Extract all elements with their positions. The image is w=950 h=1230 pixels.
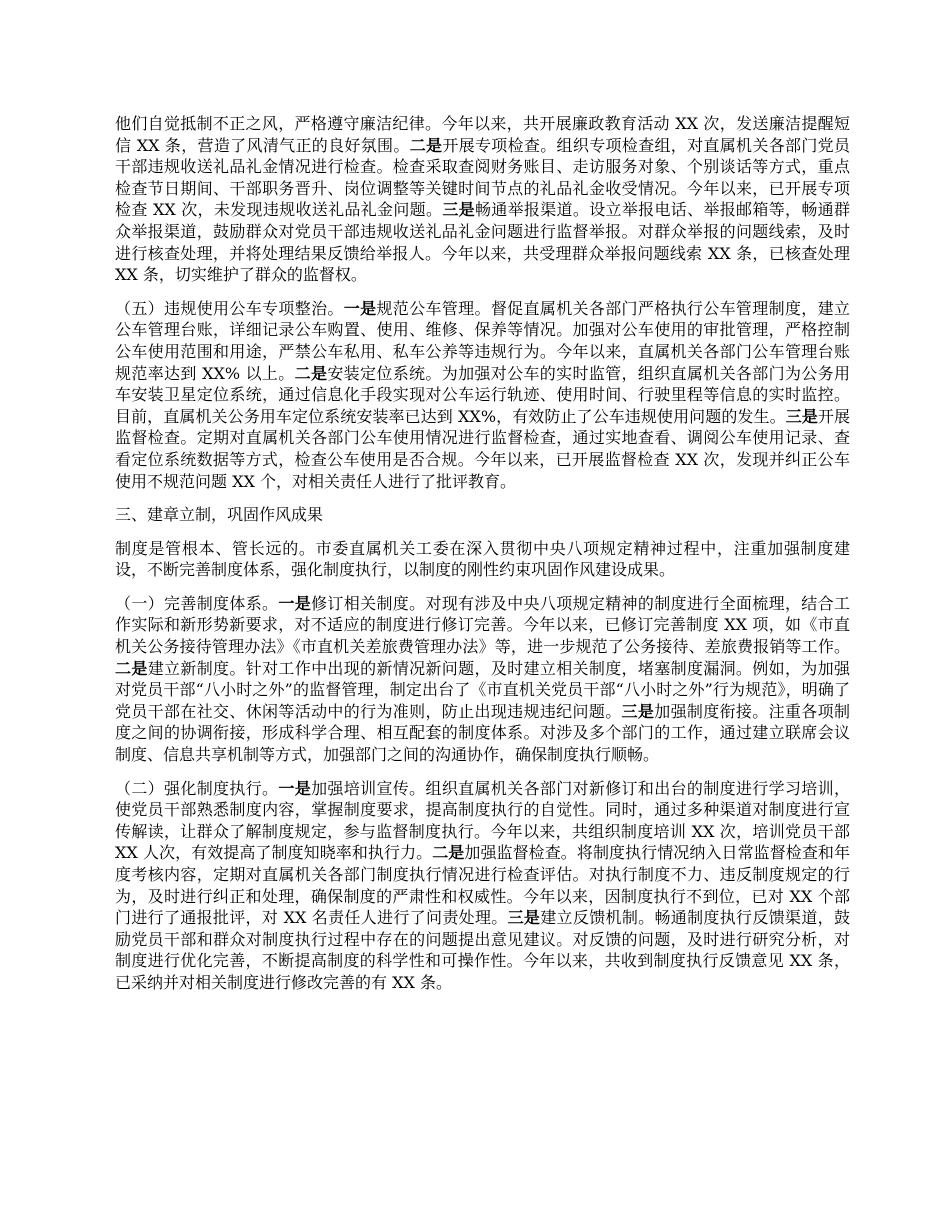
body-paragraph (115, 778, 850, 994)
emphasis-marker: 三是 (442, 200, 475, 220)
paragraph-text: （二）强化制度执行。 (115, 778, 279, 798)
emphasis-marker: 一是 (343, 298, 377, 318)
body-paragraph (115, 538, 850, 581)
paragraph-text: 建立新制度。针对工作中出现的新情况新问题，及时建立相关制度，堵塞制度漏洞。例如，为加强对党员干部“八小时之外”的监督管理，制定出台了《市直机关党员干部“八小时之外”行为规范》，明确了党员干部在社交、休闲等活动中的行为准则，防止出现违规违纪问题。 (115, 658, 850, 721)
emphasis-marker: 二是 (432, 843, 465, 863)
emphasis-marker: 三是 (785, 406, 818, 426)
emphasis-marker: 一是 (278, 593, 312, 613)
body-paragraph (115, 298, 850, 492)
paragraph-text: 修订相关制度。对现有涉及中央八项规定精神的制度进行全面梳理，结合工作实际和新形势新要求，对不适应的制度进行修订完善。今年以来，已修订完善制度 XX 项，如《市直机关公务接待管理办法》《市直机关差旅费管理办法》等，进一步规范了公务接待、差旅费报销等工作。 (115, 593, 850, 657)
paragraph-text: 三、建章立制，巩固作风成果 (115, 505, 324, 525)
paragraph-text: 安装定位系统。为加强对公车的实时监管，组织直属机关各部门为公务用车安装卫星定位系统，通过信息化手段实现对公车运行轨迹、使用时间、行驶里程等信息的实时监控。目前，直属机关公务用车定位系统安装率已达到 XX%，有效防止了公车违规使用问题的发生。 (115, 363, 850, 426)
section-heading (115, 504, 850, 526)
emphasis-marker: 一是 (278, 778, 312, 798)
paragraph-text: 建立反馈机制。畅通制度执行反馈渠道，鼓励党员干部和群众对制度执行过程中存在的问题提出意见建议。对反馈的问题，及时进行研究分析，对制度进行优化完善，不断提高制度的科学性和可操作性。今年以来，共收到制度执行反馈意见 XX 条，已采纳并对相关制度进行修改完善的有 XX 条。 (115, 908, 850, 992)
paragraph-text: 制度是管根本、管长远的。市委直属机关工委在深入贯彻中央八项规定精神过程中，注重加强制度建设，不断完善制度体系，强化制度执行，以制度的刚性约束巩固作风建设成果。 (115, 538, 850, 580)
paragraph-text: 他们自觉抵制不正之风，严格遵守廉洁纪律。今年以来，共开展廉政教育活动 XX 次，发送廉洁提醒短信 XX 条，营造了风清气正的良好氛围。 (115, 114, 850, 155)
emphasis-marker: 三是 (621, 701, 655, 721)
emphasis-marker: 二是 (115, 658, 148, 678)
emphasis-marker: 二是 (294, 363, 328, 383)
paragraph-text: 规范公车管理。督促直属机关各部门严格执行公车管理制度，建立公车管理台账，详细记录公车购置、使用、维修、保养等情况。加强对公车使用的审批管理，严格控制公车使用范围和用途，严禁公车私用、私车公养等违规行为。今年以来，直属机关各部门公车管理台账规范率达到 XX% 以上。 (115, 298, 850, 383)
paragraph-text: 开展专项检查。组织专项检查组，对直属机关各部门党员干部违规收送礼品礼金情况进行检查。检查采取查阅财务账目、走访服务对象、个别谈话等方式，重点检查节日期间、干部职务晋升、岗位调整等关键时间节点的礼品礼金收受情况。今年以来，已开展专项检查 XX 次，未发现违规收送礼品礼金问题。 (115, 135, 850, 220)
paragraph-text: （五）违规使用公车专项整治。 (115, 298, 344, 318)
body-paragraph (115, 113, 850, 286)
emphasis-marker: 三是 (507, 908, 541, 928)
paragraph-text: 加强监督检查。将制度执行情况纳入日常监督检查和年度考核内容，定期对直属机关各部门制度执行情况进行检查评估。对执行制度不力、违反制度规定的行为，及时进行纠正和处理，确保制度的严肃性和权威性。今年以来，因制度执行不到位，已对 XX 个部门进行了通报批评，对 XX 名责任人进行了问责处理。 (115, 843, 850, 928)
paragraph-text: 加强培训宣传。组织直属机关各部门对新修订和出台的制度进行学习培训，使党员干部熟悉制度内容，掌握制度要求，提高制度执行的自觉性。同时，通过多种渠道对制度进行宣传解读，让群众了解制度规定，参与监督制度执行。今年以来，共组织制度培训 XX 次，培训党员干部 XX 人次，有效提高了制度知晓率和执行力。 (115, 778, 850, 863)
emphasis-marker: 二是 (409, 135, 443, 155)
paragraph-text: 开展监督检查。定期对直属机关各部门公车使用情况进行监督检查，通过实地查看、调阅公车使用记录、查看定位系统数据等方式，检查公车使用是否合规。今年以来，已开展监督检查 XX 次，发现并纠正公车使用不规范问题 XX 个，对相关责任人进行了批评教育。 (115, 406, 850, 491)
body-paragraph (115, 593, 850, 766)
paragraph-text: 畅通举报渠道。设立举报电话、举报邮箱等，畅通群众举报渠道，鼓励群众对党员干部违规收送礼品礼金问题进行监督举报。对群众举报的问题线索，及时进行核查处理，并将处理结果反馈给举报人。今年以来，共受理群众举报问题线索 XX 条，已核查处理 XX 条，切实维护了群众的监督权。 (115, 200, 850, 285)
paragraph-text: （一）完善制度体系。 (115, 593, 279, 613)
paragraph-text: 加强制度衔接。注重各项制度之间的协调衔接，形成科学合理、相互配套的制度体系。对涉及多个部门的工作，通过建立联席会议制度、信息共享机制等方式，加强部门之间的沟通协作，确保制度执行顺畅。 (115, 701, 850, 765)
document-page (115, 113, 850, 1006)
